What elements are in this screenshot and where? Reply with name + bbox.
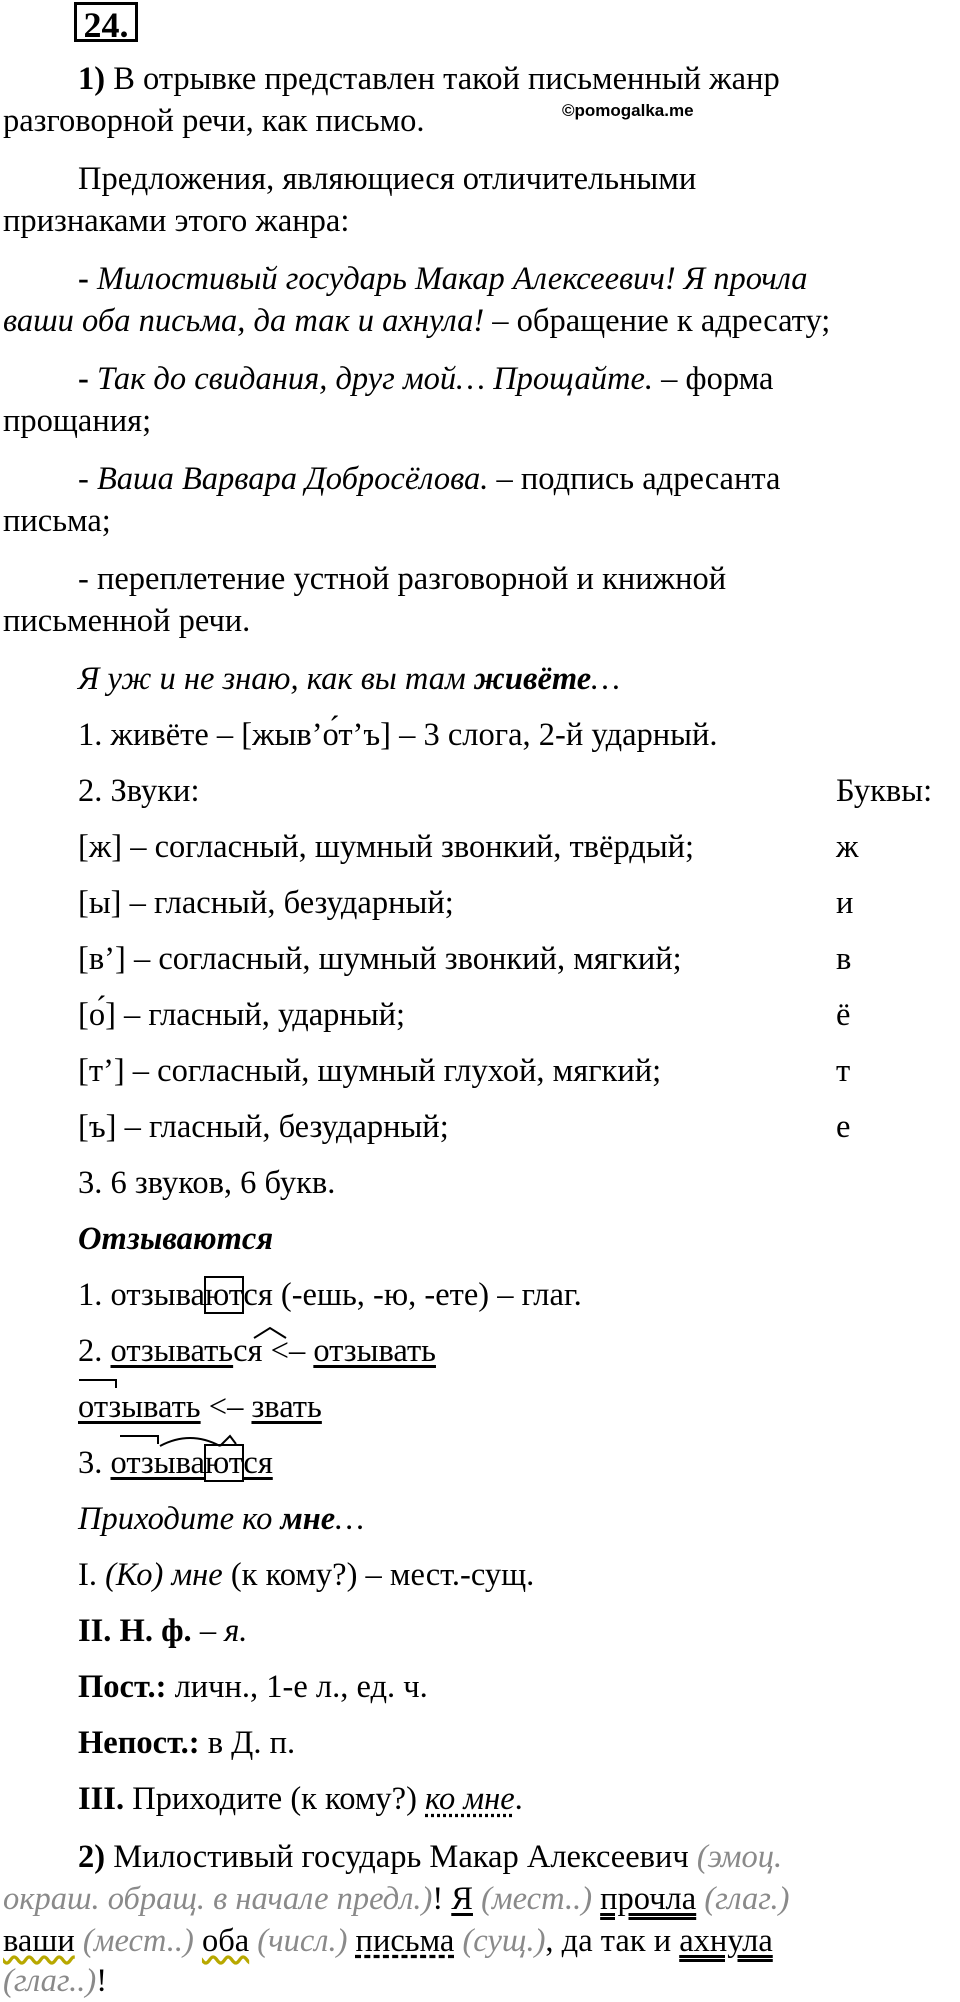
part2-line-4 (3, 1960, 107, 2002)
text: (к кому?) – мест.-сущ. (222, 1557, 535, 1593)
note: (сущ.) (454, 1923, 546, 1959)
note: (мест..) (74, 1923, 194, 1959)
morph-word: Отзываются (78, 1221, 274, 1257)
text: ся (-ешь, -ю, -ете) – глаг. (243, 1277, 582, 1313)
text: в Д. п. (199, 1725, 296, 1761)
item2-line-1 (78, 358, 773, 400)
label: III. (78, 1781, 125, 1817)
ending-box: ют (204, 1277, 244, 1313)
item1-line-2 (3, 300, 830, 342)
morph-1 (78, 1274, 582, 1316)
letter-cell: и (836, 885, 854, 921)
text: – форма (653, 361, 774, 397)
exercise-number: 24. (74, 2, 138, 42)
label: Пост.: (78, 1669, 167, 1705)
root-arc (118, 1434, 238, 1448)
phon-p1: 1. живёте – [жыв’о́т’ъ] – 3 слога, 2-й ударный. (78, 717, 718, 753)
letter-cell: в (836, 941, 852, 977)
text: … (335, 1501, 365, 1537)
word: я. (224, 1613, 248, 1649)
note: (эмоц. (696, 1839, 783, 1875)
label: Непост.: (78, 1725, 200, 1761)
letter-cell: т (836, 1053, 851, 1089)
pron-ii (78, 1610, 247, 1652)
note: окраш. обращ. в начале предл.) (3, 1881, 433, 1917)
watermark: ©pomogalka.me (562, 101, 694, 120)
dash: - (78, 261, 97, 297)
part1-line-2: разговорной речи, как письмо. (3, 103, 425, 139)
part1-line-3: Предложения, являющиеся отличительными (78, 161, 697, 197)
text: ! (432, 1881, 452, 1917)
letter-cell: ж (836, 829, 859, 865)
sound-row: [ъ] – гласный, безударный; (78, 1109, 449, 1145)
quote: - Ваша Варвара Добросёлова. (78, 461, 489, 497)
pron-iii (78, 1778, 523, 1820)
predicate-word: прочла (600, 1881, 697, 1917)
predicate-word: ахнула (679, 1923, 773, 1959)
pron-quote (78, 1498, 364, 1540)
postfix: ся (233, 1333, 263, 1369)
item2-line-2: прощания; (3, 403, 152, 439)
ending-box: ют (204, 1445, 244, 1481)
object-word: ко мне (425, 1781, 515, 1817)
part1-line-4: признаками этого жанра: (3, 203, 350, 239)
object-word: письма (355, 1923, 455, 1959)
arrow: <– (200, 1389, 252, 1425)
sound-row: [в’] – согласный, шумный звонкий, мягкий; (78, 941, 682, 977)
text: личн., 1-е л., ед. ч. (166, 1669, 428, 1705)
note: (числ.) (249, 1923, 348, 1959)
stem: отзывать (78, 1389, 201, 1425)
text: Приходите ко (78, 1501, 281, 1537)
arrow: <– (262, 1333, 314, 1369)
phon-p2: 2. Звуки: (78, 773, 200, 809)
prefix-mark (78, 1378, 118, 1390)
item4-line-2: письменной речи. (3, 603, 251, 639)
note: (глаг..) (3, 1963, 97, 1999)
sound-row: [о́] – гласный, ударный; (78, 997, 406, 1033)
morph-derivation (78, 1386, 322, 1428)
attribute-word: ваши (3, 1923, 75, 1959)
text: 3. (78, 1445, 111, 1481)
note: (глаг.) (696, 1881, 790, 1917)
part2-line-2 (3, 1878, 789, 1920)
part1-label: 1) (78, 61, 106, 97)
letter-cell: ё (836, 997, 851, 1033)
text: – подпись адресанта (488, 461, 781, 497)
base-word: звать (251, 1389, 322, 1425)
base-word: отзывать (313, 1333, 436, 1369)
item1-line-1 (78, 258, 808, 300)
sound-row: [т’] – согласный, шумный глухой, мягкий; (78, 1053, 662, 1089)
quote: Милостивый государь Макар Алексеевич! Я прочла (96, 261, 808, 297)
text: Я уж и не знаю, как вы там (78, 661, 474, 697)
pron-i (78, 1554, 534, 1596)
stem: отзывать (110, 1333, 234, 1369)
text: – обращение к адресату; (484, 303, 831, 339)
part1-line-1 (78, 58, 780, 100)
quote: Так до свидания, друг мой… Прощайте. (96, 361, 654, 397)
part2-label: 2) (78, 1839, 106, 1875)
pron-post (78, 1666, 428, 1708)
morph-3 (78, 1442, 273, 1484)
item3-line-2: письма; (3, 503, 111, 539)
phon-p3: 3. 6 звуков, 6 букв. (78, 1165, 336, 1201)
text: , да так и (545, 1923, 680, 1959)
text: ! (96, 1963, 108, 1999)
subject-word: Я (451, 1881, 473, 1917)
part2-line-3 (3, 1920, 773, 1962)
postfix: ся (243, 1445, 273, 1481)
text: Приходите (к кому?) (124, 1781, 426, 1817)
quote: ваши оба письма, да так и ахнула! (3, 303, 485, 339)
phon-quote (78, 658, 620, 700)
text: . (514, 1781, 523, 1817)
sound-row: [ы] – гласный, безударный; (78, 885, 454, 921)
item3-line-1 (78, 458, 780, 500)
text: 2. (78, 1333, 111, 1369)
analyzed-word: живёте (473, 661, 592, 697)
label: II. Н. ф. (78, 1613, 192, 1649)
item4-line-1: - переплетение устной разговорной и книжной (78, 561, 727, 597)
postfix-mark (252, 1326, 288, 1340)
note: (мест..) (472, 1881, 593, 1917)
word: (Ко) мне (105, 1557, 223, 1593)
text: I. (78, 1557, 106, 1593)
sound-row: [ж] – согласный, шумный звонкий, твёрдый; (78, 829, 695, 865)
text: – (191, 1613, 225, 1649)
dash: - (78, 361, 97, 397)
analyzed-word: мне (280, 1501, 336, 1537)
pron-nepost (78, 1722, 295, 1764)
stem: отзыва (110, 1445, 205, 1481)
text: В отрывке представлен такой письменный жанр (105, 61, 780, 97)
letter-cell: е (836, 1109, 851, 1145)
part2-line-1 (78, 1836, 782, 1878)
text: Милостивый государь Макар Алексеевич (105, 1839, 697, 1875)
text: 1. отзыва (78, 1277, 205, 1313)
letters-header: Буквы: (836, 773, 933, 809)
text: … (591, 661, 621, 697)
attribute-word: оба (201, 1923, 250, 1959)
